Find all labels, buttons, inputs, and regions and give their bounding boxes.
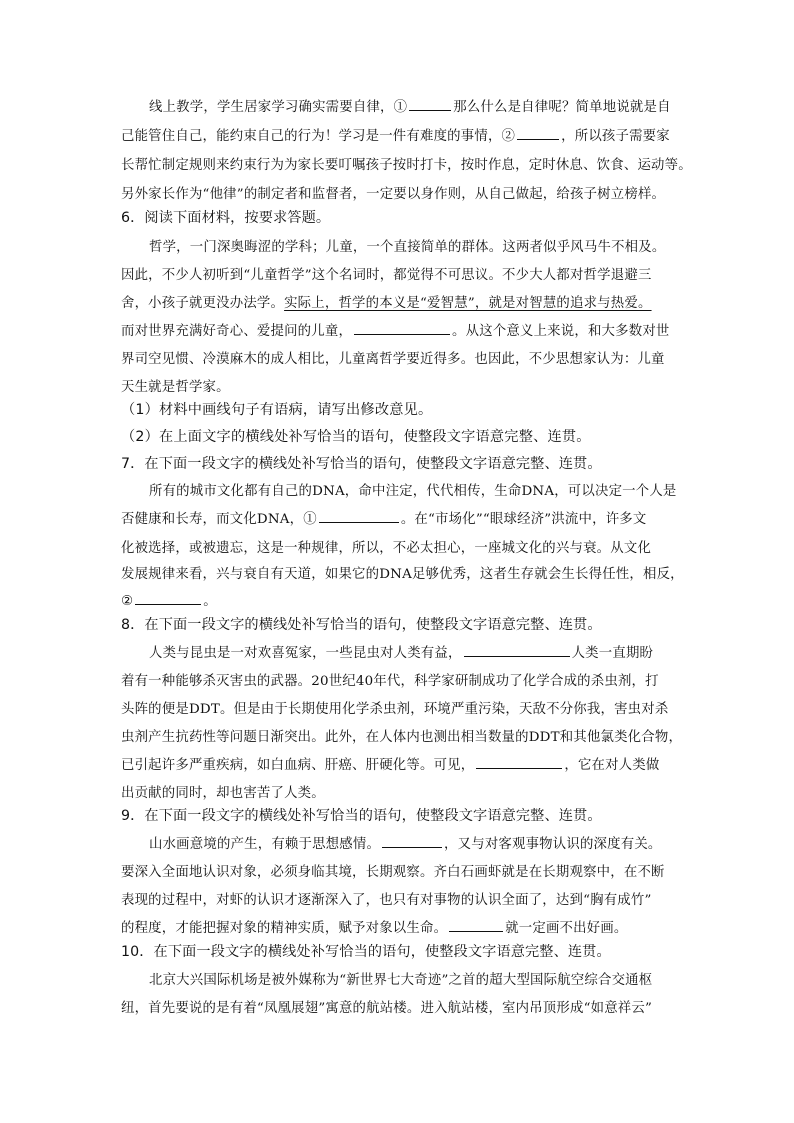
q6-subquestion-2: （2）在上面文字的横线处补写恰当的语句，使整段文字语意完整、连贯。 <box>121 429 591 445</box>
text: 人类一直期盼 <box>571 646 654 661</box>
text: 舍，小孩子就更没办法学。 <box>121 296 285 311</box>
q6-subquestion-1: （1）材料中画线句子有语病，请写出修改意见。 <box>121 402 433 418</box>
text: 。 <box>203 594 217 609</box>
answer-blank[interactable] <box>409 96 451 111</box>
text: 。从这个意义上来说，和大多数对世 <box>452 324 670 339</box>
q9-heading: 9．在下面一段文字的横线处补写恰当的语句，使整段文字语意完整、连贯。 <box>121 808 602 824</box>
text: 的程度，才能把握对象的精神实质，赋予对象以生命。 <box>121 921 448 936</box>
text: 山水画意境的产生，有赖于思想感情。 <box>149 837 381 852</box>
answer-blank[interactable] <box>135 590 201 605</box>
text: 。在“市场化”“眼球经济”洪流中，许多文 <box>400 512 647 527</box>
text: 线上教学，学生居家学习确实需要自律， <box>149 100 394 115</box>
text: 就一定画不出好画。 <box>505 921 628 936</box>
underlined-sentence: 实际上，哲学的本义是“爱智慧”，就是对智慧的追求与热爱。 <box>284 296 652 311</box>
q8-line-2: 着有一种能够杀灭害虫的武器。20世纪40年代，科学家研制成功了化学合成的杀虫剂，打 <box>121 674 659 689</box>
q9-line-2: 要深入全面地认识对象，必须身临其境，长期观察。齐白石画虾就是在长期观察中，在不断 <box>121 865 665 880</box>
answer-blank[interactable] <box>382 833 442 848</box>
text: 己能管住自己，能约束自己的行为！学习是一件有难度的事情， <box>121 129 502 144</box>
q7-line-4: 发展规律来看，兴与衰自有天道，如果它的DNA足够优秀，这者生存就会生长得任性，相反， <box>121 567 684 582</box>
q6-heading: 6．阅读下面材料，按要求答题。 <box>121 210 331 226</box>
text: 否健康和长寿，而文化DNA， <box>121 512 304 527</box>
answer-blank[interactable] <box>517 125 559 140</box>
blank-marker: ① <box>303 512 317 527</box>
q8-line-5 <box>121 754 660 773</box>
answer-blank[interactable] <box>354 320 450 335</box>
text: ，又与对客观事物认识的深度有关。 <box>444 837 662 852</box>
q8-line-1 <box>149 642 653 661</box>
q10-line-1: 北京大兴国际机场是被外媒称为“新世界七大奇迹”之首的超大型国际航空综合交通枢 <box>149 973 653 988</box>
q5-line-3: 长帮忙制定规则来约束行为为家长要叮嘱孩子按时打卡，按时作息，定时休息、饮食、运动等。 <box>121 158 692 173</box>
blank-marker: ② <box>501 129 516 144</box>
q6-line-2: 因此，不少人初听到“儿童哲学”这个名词时，都觉得不可思议。不少大人都对哲学退避三 <box>121 268 652 283</box>
blank-marker: ① <box>393 100 408 115</box>
q8-line-4: 虫剂产生抗药性等问题日渐突出。此外，在人体内也测出相当数量的DDT和其他氯类化合物， <box>121 730 683 745</box>
q7-heading: 7．在下面一段文字的横线处补写恰当的语句，使整段文字语意完整、连贯。 <box>121 456 602 472</box>
q10-heading: 10．在下面一段文字的横线处补写恰当的语句，使整段文字语意完整、连贯。 <box>121 944 611 960</box>
q6-line-4 <box>121 320 670 339</box>
q6-line-3 <box>121 292 652 311</box>
q6-line-6: 天生就是哲学家。 <box>121 380 230 395</box>
q6-line-1: 哲学，一门深奥晦涩的学科；儿童，一个直接简单的群体。这两者似乎风马牛不相及。 <box>149 240 666 255</box>
text: ，所以孩子需要家 <box>561 129 670 144</box>
q5-line-4: 另外家长作为“他律”的制定者和监督者，一定要以身作则，从自己做起，给孩子树立榜样。 <box>121 187 666 202</box>
q9-line-3: 表现的过程中，对虾的认识才逐渐深入了，也只有对事物的认识全面了，达到“胸有成竹” <box>121 893 652 908</box>
q8-line-3: 头阵的便是DDT。但是由于长期使用化学杀虫剂，环境严重污染，天敌不分你我，害虫对杀 <box>121 702 669 717</box>
q7-line-5 <box>121 590 217 609</box>
q7-line-3: 化被选择，或被遗忘，这是一种规律，所以，不必太担心，一座城文化的兴与衰。从文化 <box>121 541 652 556</box>
answer-blank[interactable] <box>449 917 503 932</box>
q8-heading: 8．在下面一段文字的横线处补写恰当的语句，使整段文字语意完整、连贯。 <box>121 617 602 633</box>
q6-line-5: 界司空见惯、冷漠麻木的成人相比，儿童离哲学要近得多。也因此，不少思想家认为：儿童 <box>121 352 665 367</box>
q8-line-6: 出贡献的同时，却也害苦了人类。 <box>121 786 325 801</box>
text: 而对世界充满好奇心、爱提问的儿童， <box>121 324 353 339</box>
text: 人类与昆虫是一对欢喜冤家，一些昆虫对人类有益， <box>149 646 462 661</box>
q7-line-1: 所有的城市文化都有自己的DNA，命中注定，代代相传，生命DNA，可以决定一个人是 <box>149 484 677 499</box>
answer-blank[interactable] <box>476 754 562 769</box>
text: ，它在对人类做 <box>564 758 660 773</box>
q9-line-4 <box>121 917 628 936</box>
blank-marker: ② <box>121 594 134 609</box>
q7-line-2 <box>121 508 646 527</box>
answer-blank[interactable] <box>464 642 570 657</box>
text: 那么什么是自律呢？简单地说就是自 <box>453 100 671 115</box>
q5-line-2 <box>121 125 670 144</box>
q9-line-1 <box>149 833 662 852</box>
q10-line-2: 纽，首先要说的是有着“凤凰展翅”寓意的航站楼。进入航站楼，室内吊顶形成“如意祥云” <box>121 1001 653 1016</box>
text: 已引起许多严重疾病，如白血病、肝癌、肝硬化等。可见， <box>121 758 475 773</box>
q5-line-1 <box>149 96 671 115</box>
answer-blank[interactable] <box>319 508 399 523</box>
